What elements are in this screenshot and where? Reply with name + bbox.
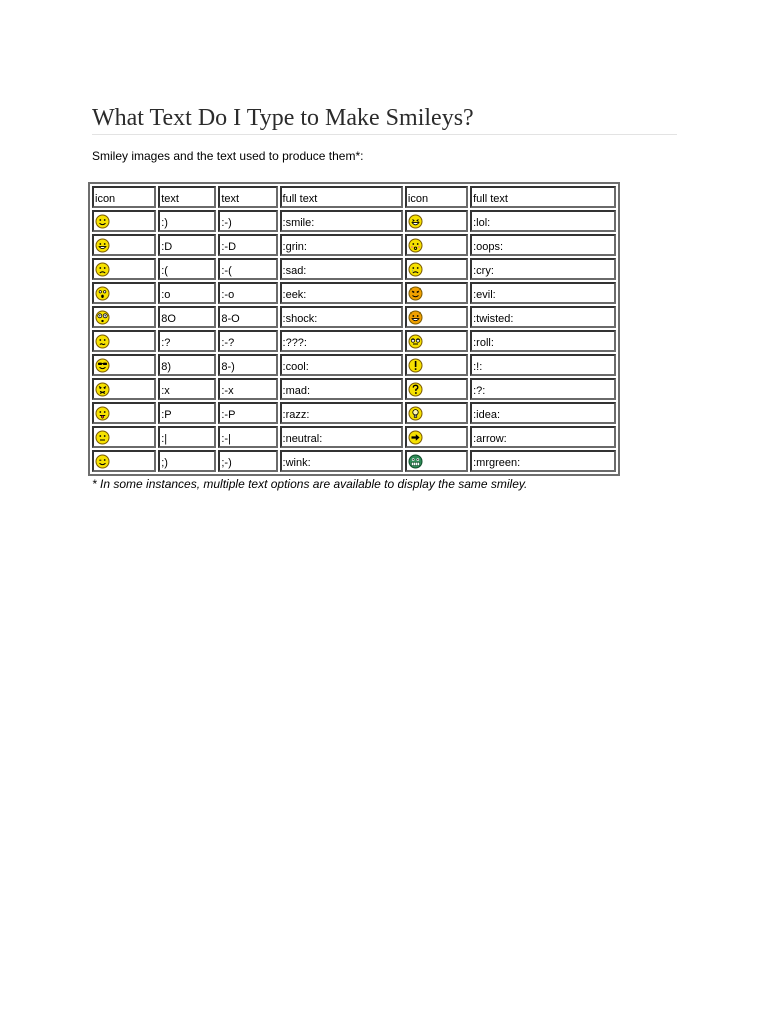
text-cell: :-x	[218, 378, 277, 400]
question-icon	[408, 382, 465, 397]
icon-cell	[92, 354, 156, 376]
text-cell: 8-O	[218, 306, 277, 328]
grin-icon	[95, 238, 153, 253]
text-cell: :D	[158, 234, 216, 256]
column-header: icon	[92, 186, 156, 208]
sad-icon	[95, 262, 153, 277]
full-text-cell: :evil:	[470, 282, 616, 304]
text-cell: :|	[158, 426, 216, 448]
table-row	[92, 354, 616, 376]
full-text-cell: :lol:	[470, 210, 616, 232]
column-header: full text	[470, 186, 616, 208]
table-row	[92, 378, 616, 400]
text-cell: ;-)	[218, 450, 277, 472]
full-text-cell: :???:	[280, 330, 403, 352]
text-cell: :-|	[218, 426, 277, 448]
text-cell: :P	[158, 402, 216, 424]
text-cell: :)	[158, 210, 216, 232]
razz-icon	[95, 406, 153, 421]
icon-cell	[92, 426, 156, 448]
icon-cell	[92, 330, 156, 352]
icon-cell	[405, 402, 468, 424]
icon-cell	[92, 378, 156, 400]
table-header-row	[92, 186, 616, 208]
icon-cell	[92, 282, 156, 304]
text-cell: :-P	[218, 402, 277, 424]
column-header: text	[158, 186, 216, 208]
table-row	[92, 330, 616, 352]
icon-cell	[92, 234, 156, 256]
full-text-cell: :wink:	[280, 450, 403, 472]
footnote: * In some instances, multiple text options are available to display the same smiley.	[92, 477, 528, 491]
lol-icon	[408, 214, 465, 229]
icon-cell	[405, 306, 468, 328]
full-text-cell: :sad:	[280, 258, 403, 280]
cool-icon	[95, 358, 153, 373]
evil-icon	[408, 286, 465, 301]
full-text-cell: :razz:	[280, 402, 403, 424]
icon-cell	[405, 234, 468, 256]
full-text-cell: :grin:	[280, 234, 403, 256]
table-row	[92, 210, 616, 232]
text-cell: :-?	[218, 330, 277, 352]
full-text-cell: :arrow:	[470, 426, 616, 448]
column-header: icon	[405, 186, 468, 208]
icon-cell	[405, 426, 468, 448]
icon-cell	[405, 330, 468, 352]
full-text-cell: :cry:	[470, 258, 616, 280]
full-text-cell: :shock:	[280, 306, 403, 328]
smile-icon	[95, 214, 153, 229]
icon-cell	[405, 210, 468, 232]
text-cell: :-)	[218, 210, 277, 232]
text-cell: 8-)	[218, 354, 277, 376]
text-cell: :-D	[218, 234, 277, 256]
icon-cell	[405, 282, 468, 304]
table-row	[92, 258, 616, 280]
mrgreen-icon	[408, 454, 465, 469]
full-text-cell: :mrgreen:	[470, 450, 616, 472]
full-text-cell: :mad:	[280, 378, 403, 400]
full-text-cell: :roll:	[470, 330, 616, 352]
table-row	[92, 450, 616, 472]
full-text-cell: :?:	[470, 378, 616, 400]
roll-icon	[408, 334, 465, 349]
full-text-cell: :twisted:	[470, 306, 616, 328]
text-cell: 8)	[158, 354, 216, 376]
text-cell: ;)	[158, 450, 216, 472]
page-title: What Text Do I Type to Make Smileys?	[92, 104, 677, 135]
icon-cell	[405, 450, 468, 472]
icon-cell	[405, 378, 468, 400]
icon-cell	[405, 258, 468, 280]
table-row	[92, 282, 616, 304]
text-cell: :-(	[218, 258, 277, 280]
eek-icon	[95, 286, 153, 301]
icon-cell	[92, 402, 156, 424]
exclaim-icon	[408, 358, 465, 373]
wink-icon	[95, 454, 153, 469]
text-cell: :(	[158, 258, 216, 280]
full-text-cell: :oops:	[470, 234, 616, 256]
neutral-icon	[95, 430, 153, 445]
text-cell: :-o	[218, 282, 277, 304]
idea-icon	[408, 406, 465, 421]
mad-icon	[95, 382, 153, 397]
column-header: full text	[280, 186, 403, 208]
icon-cell	[92, 306, 156, 328]
icon-cell	[92, 210, 156, 232]
icon-cell	[92, 258, 156, 280]
intro-text: Smiley images and the text used to produce them*:	[92, 149, 364, 163]
cry-icon	[408, 262, 465, 277]
full-text-cell: :!:	[470, 354, 616, 376]
twisted-icon	[408, 310, 465, 325]
icon-cell	[405, 354, 468, 376]
full-text-cell: :neutral:	[280, 426, 403, 448]
column-header: text	[218, 186, 277, 208]
oops-icon	[408, 238, 465, 253]
arrow-icon	[408, 430, 465, 445]
text-cell: 8O	[158, 306, 216, 328]
text-cell: :?	[158, 330, 216, 352]
confused-icon	[95, 334, 153, 349]
table-row	[92, 426, 616, 448]
full-text-cell: :idea:	[470, 402, 616, 424]
table-row	[92, 234, 616, 256]
table-row	[92, 402, 616, 424]
table-row	[92, 306, 616, 328]
icon-cell	[92, 450, 156, 472]
full-text-cell: :cool:	[280, 354, 403, 376]
text-cell: :o	[158, 282, 216, 304]
smiley-table	[88, 182, 620, 476]
text-cell: :x	[158, 378, 216, 400]
shock-icon	[95, 310, 153, 325]
full-text-cell: :eek:	[280, 282, 403, 304]
full-text-cell: :smile:	[280, 210, 403, 232]
